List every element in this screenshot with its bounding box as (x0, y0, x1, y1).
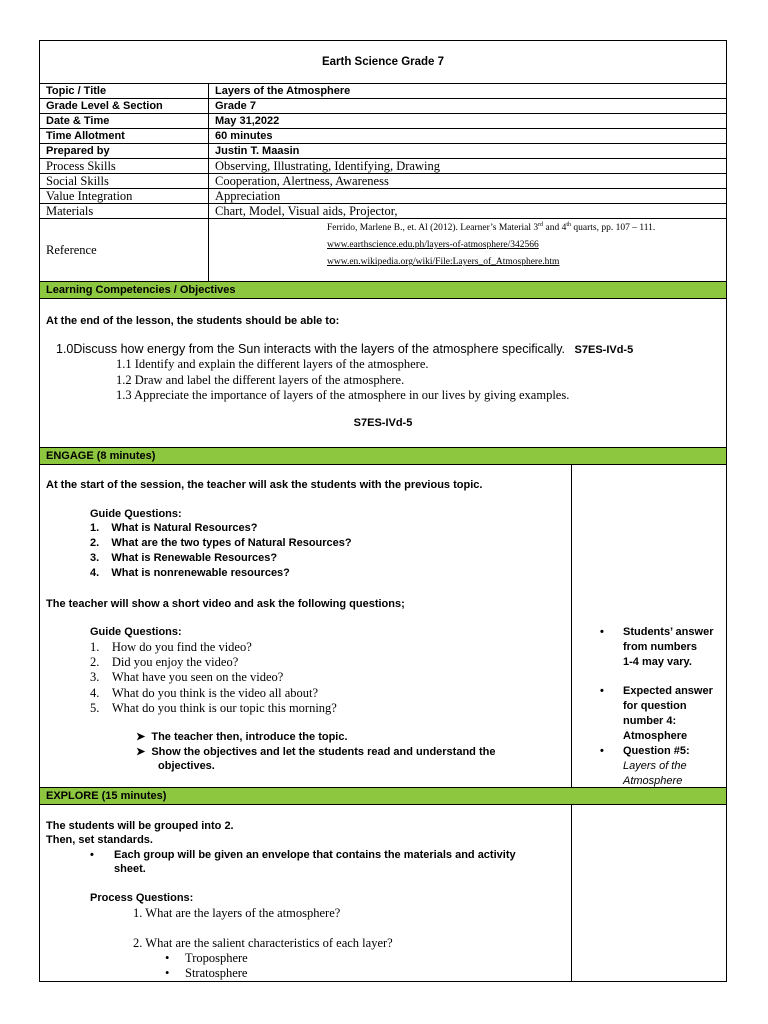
objective-main-code: S7ES-IVd-5 (574, 344, 634, 356)
objective-main-text: 1.0Discuss how energy from the Sun interacts with the layers of the atmosphere specifically. (56, 342, 566, 356)
explore-line: Then, set standards. (46, 834, 153, 846)
info-value: Grade 7 (209, 99, 727, 114)
info-row (40, 159, 726, 174)
guide-question: 2. What are the two types of Natural Resources? (90, 537, 352, 549)
note-line: 1-4 may vary. (623, 656, 692, 668)
note-line: from numbers (623, 641, 697, 653)
note-line: Layers of the (623, 760, 687, 772)
video-instruction: The teacher will show a short video and ask the following questions; (46, 598, 405, 610)
info-value: Layers of the Atmosphere (209, 84, 727, 99)
engage-notes (572, 465, 726, 787)
info-value: Appreciation (209, 189, 727, 204)
guide-question: 3. What is Renewable Resources? (90, 552, 278, 564)
info-label: Process Skills (40, 159, 209, 174)
note-line: Students’ answer (623, 626, 714, 638)
video-question: 3. What have you seen on the video? (90, 670, 284, 684)
document-title: Earth Science Grade 7 (40, 41, 726, 84)
video-question: 5. What do you think is our topic this morning? (90, 701, 337, 715)
objective-item: 1.1 Identify and explain the different layers of the atmosphere. (116, 357, 429, 371)
explore-header (40, 787, 726, 805)
explore-procedure (40, 805, 572, 981)
info-row (40, 129, 726, 144)
arrow-bullet-continuation: objectives. (158, 760, 215, 772)
objective-main (56, 342, 633, 356)
explore-section (40, 805, 726, 981)
objectives-section (40, 299, 726, 447)
process-questions-label: Process Questions: (90, 892, 194, 904)
note-line: number 4: (623, 715, 677, 727)
engage-procedure (40, 465, 572, 787)
video-question: 2. Did you enjoy the video? (90, 655, 239, 669)
info-label: Materials (40, 204, 209, 219)
arrow-icon: ➤ (136, 746, 146, 758)
bullet-icon: • (600, 685, 604, 697)
guide-question: 1. What is Natural Resources? (90, 522, 258, 534)
note-line: Question #5: (623, 745, 690, 757)
layer-item: Stratosphere (185, 966, 248, 980)
info-value: Cooperation, Alertness, Awareness (209, 174, 727, 189)
note-line: Atmosphere (623, 775, 683, 787)
info-value: 60 minutes (209, 129, 727, 144)
reference-row (40, 219, 726, 282)
info-row (40, 189, 726, 204)
info-row (40, 84, 726, 99)
video-question: 1. How do you find the video? (90, 640, 252, 654)
video-question: 4. What do you think is the video all about? (90, 686, 319, 700)
explore-notes (572, 805, 726, 981)
bullet-icon: • (165, 951, 170, 965)
info-label: Social Skills (40, 174, 209, 189)
bullet-icon: • (90, 849, 94, 861)
layer-item: Troposphere (185, 951, 248, 965)
note-line: for question (623, 700, 687, 712)
explore-bullet: Each group will be given an envelope that contains the materials and activity (114, 849, 516, 861)
explore-line: The students will be grouped into 2. (46, 820, 234, 832)
info-row (40, 99, 726, 114)
info-label: Date & Time (40, 114, 209, 129)
info-row (40, 114, 726, 129)
info-label: Topic / Title (40, 84, 209, 99)
info-value: Justin T. Maasin (209, 144, 727, 159)
arrow-bullet: ➤ The teacher then, introduce the topic. (136, 731, 348, 743)
arrow-icon: ➤ (136, 731, 146, 743)
reference-citation: Ferrido, Marlene B., et. Al (2012). Learner’s Material 3rd and 4th quarts, pp. 107 – 111. (327, 222, 656, 234)
engage-title: ENGAGE (46, 450, 94, 462)
bullet-icon: • (600, 745, 604, 757)
info-value: May 31,2022 (209, 114, 727, 129)
guide-questions-label: Guide Questions: (90, 626, 182, 638)
process-question: 1. What are the layers of the atmosphere? (133, 906, 341, 920)
note-line: Atmosphere (623, 730, 688, 742)
explore-title: EXPLORE (46, 790, 99, 802)
guide-questions-label: Guide Questions: (90, 508, 182, 520)
guide-question: 4. What is nonrenewable resources? (90, 567, 290, 579)
bullet-icon: • (600, 626, 604, 638)
explore-bullet-continuation: sheet. (114, 863, 146, 875)
info-label: Time Allotment (40, 129, 209, 144)
info-value: Observing, Illustrating, Identifying, Drawing (209, 159, 727, 174)
info-label: Prepared by (40, 144, 209, 159)
objectives-code: S7ES-IVd-5 (353, 417, 413, 429)
bullet-icon: • (165, 966, 170, 980)
note-line: Expected answer (623, 685, 713, 697)
lesson-plan-document (39, 40, 727, 982)
reference-label: Reference (40, 219, 209, 282)
objectives-header: Learning Competencies / Objectives (40, 282, 726, 299)
info-row (40, 144, 726, 159)
engage-header (40, 447, 726, 465)
info-value: Chart, Model, Visual aids, Projector, (209, 204, 727, 219)
engage-duration: (8 minutes) (93, 450, 156, 462)
objective-item: 1.3 Appreciate the importance of layers of the atmosphere in our lives by giving examples. (116, 388, 570, 402)
reference-value (209, 219, 727, 282)
info-label: Value Integration (40, 189, 209, 204)
objective-item: 1.2 Draw and label the different layers of the atmosphere. (116, 373, 405, 387)
engage-section (40, 465, 726, 787)
lesson-info-table (40, 84, 726, 282)
info-row (40, 174, 726, 189)
reference-link-earthscience[interactable]: www.earthscience.edu.ph/layers-of-atmosphere/342566 (327, 240, 539, 251)
process-question: 2. What are the salient characteristics of each layer? (133, 936, 393, 950)
arrow-bullet: ➤ Show the objectives and let the students read and understand the (136, 746, 496, 758)
objectives-intro: At the end of the lesson, the students should be able to: (46, 315, 340, 327)
reference-link-wikipedia[interactable]: www.en.wikipedia.org/wiki/File:Layers_of_Atmosphere.htm (327, 257, 560, 268)
engage-intro: At the start of the session, the teacher will ask the students with the previous topic. (46, 479, 483, 491)
info-label: Grade Level & Section (40, 99, 209, 114)
explore-duration: (15 minutes) (98, 790, 167, 802)
